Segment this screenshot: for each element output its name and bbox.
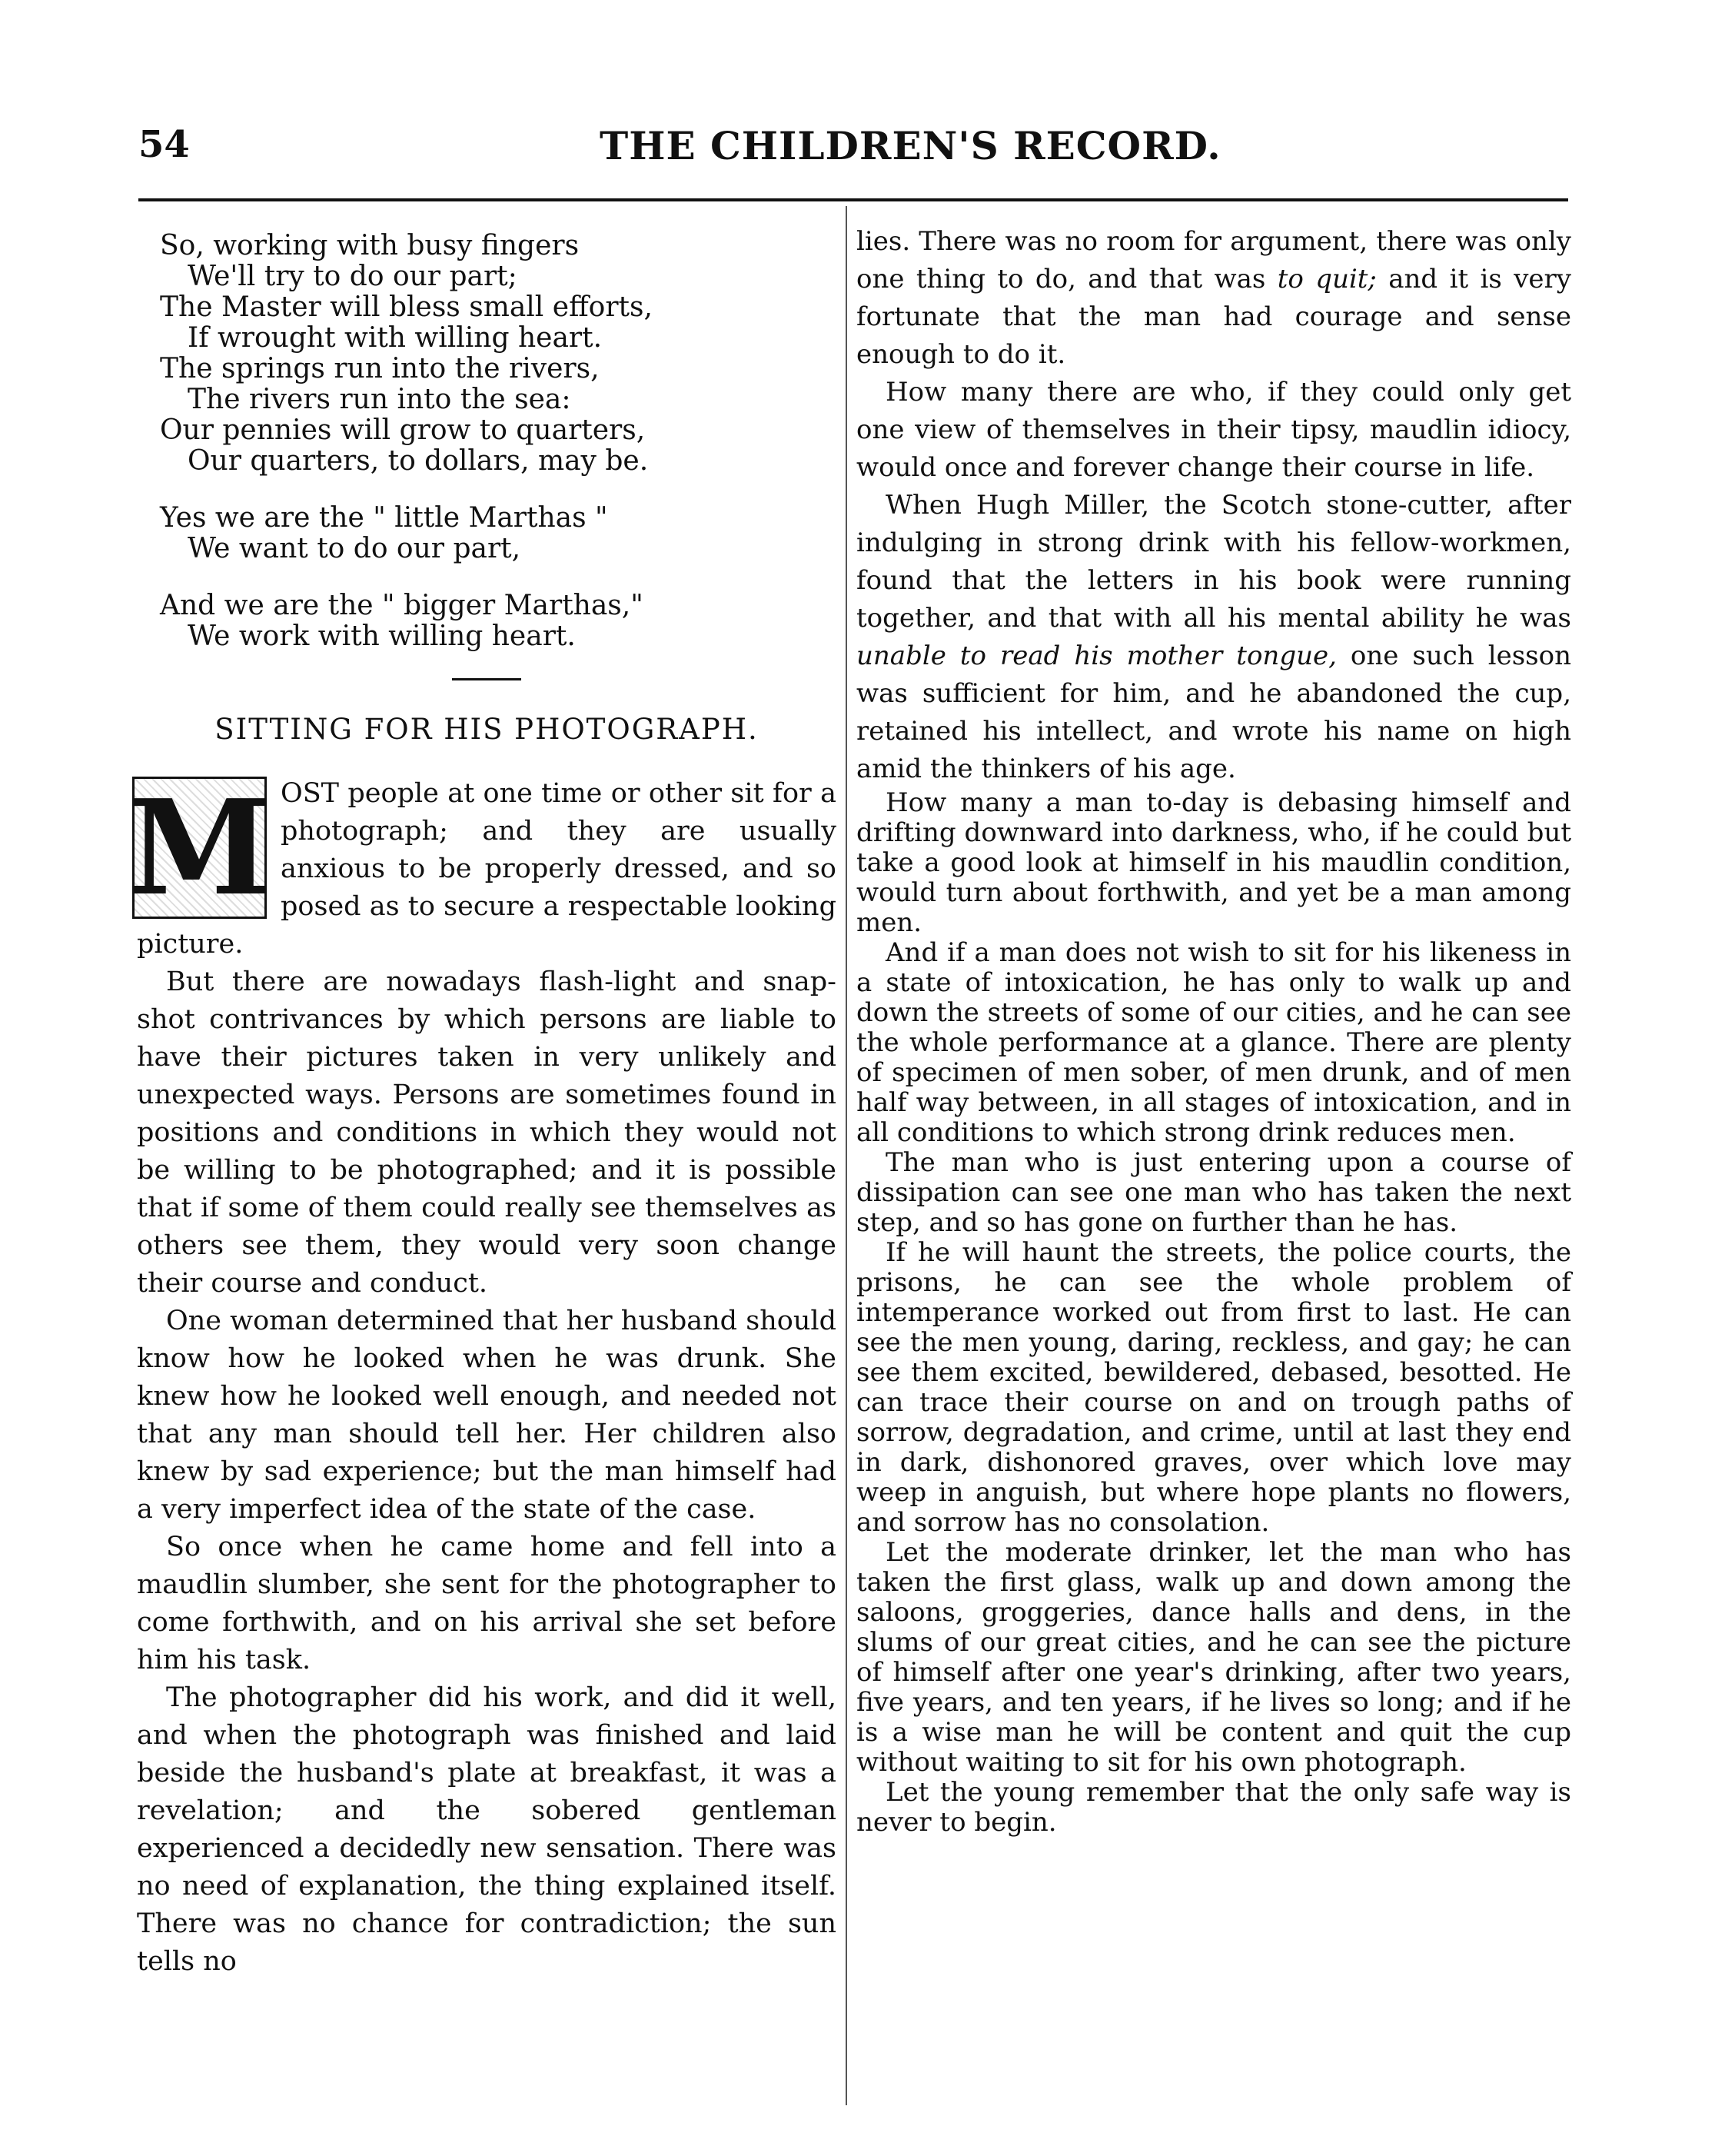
article-paragraph: How many a man to-day is debasing himself and drifting downward into darkness, who, if he could but take a good look at himself in his maudlin condition, would turn about forthwith, and yet be a man among men. — [856, 787, 1571, 938]
emphasis-text: to quit; — [1277, 264, 1377, 294]
poem-line: Our quarters, to dollars, may be. — [188, 445, 649, 477]
article-paragraph: Let the moderate drinker, let the man who has taken the first glass, walk up and down among the saloons, groggeries, dance halls and dens, in the slums of our great cities, and he can see the picture of himself after one year's drinking, after two years, five years, and ten years, if he lives so long; and if he is a wise man he will be content and quit the cup without waiting to sit for his own photograph. — [856, 1537, 1571, 1778]
article-paragraph: The man who is just entering upon a course of dissipation can see one man who has taken the next step, and so has gone on further than he has. — [856, 1147, 1571, 1238]
left-column — [127, 230, 836, 1981]
article-paragraph — [856, 487, 1571, 788]
paragraph-text: OST people at one time or other sit for a photograph; and they are usually anxious to be properly dressed, and so posed as to secure a respectable looking picture. — [137, 778, 836, 960]
poem-line: We work with willing heart. — [188, 621, 576, 652]
poem-line: We'll try to do our part; — [188, 261, 517, 292]
column-divider — [846, 206, 847, 2105]
poem-line: So, working with busy fingers — [160, 230, 580, 261]
article-paragraph: If he will haunt the streets, the police courts, the prisons, he can see the whole problem of intemperance worked out from first to last. He can see the men young, daring, reckless, and gay; he can see them excited, bewildered, debased, besotted. He can trace their course on and on trough paths of sorrow, degradation, and crime, until at last they end in dark, dishonored graves, over which love may weep in anguish, but where hope plants no flowers, and sorrow has no consolation. — [856, 1237, 1571, 1538]
poem-stanza — [160, 591, 836, 652]
paragraph-text: When Hugh Miller, the Scotch stone-cutter, after indulging in strong drink with his fellow-workmen, found that the letters in his book were running together, and that with all his mental ability he was — [856, 490, 1571, 634]
article-paragraph: One woman determined that her husband should know how he looked when he was drunk. She knew how he looked well enough, and needed not that any man should tell her. Her children also knew by sad experience; but the man himself had a very imperfect idea of the state of the case. — [137, 1306, 836, 1525]
article-paragraph: The photographer did his work, and did it well, and when the photograph was finished and laid beside the husband's plate at breakfast, it was a revelation; and the sobered gentleman experienced a decidedly new sensation. There was no need of explanation, the thing explained itself. There was no chance for contradiction; the sun tells no — [137, 1682, 836, 1977]
right-column — [856, 223, 1571, 1838]
poem-line: If wrought with willing heart. — [188, 322, 603, 354]
poem-line: The Master will bless small efforts, — [160, 291, 653, 323]
article-paragraph: So once when he came home and fell into a maudlin slumber, she sent for the photographer to come forthwith, and on his arrival she set before him his task. — [137, 1532, 836, 1675]
page-number: 54 — [138, 123, 190, 166]
poem-line: We want to do our part, — [188, 533, 521, 564]
article-title: SITTING FOR HIS PHOTOGRAPH. — [214, 713, 759, 746]
paragraph-text: lies. There was no room for argument, there was only one thing to do, and that was — [856, 226, 1571, 294]
poem-stanza — [160, 503, 836, 564]
article-paragraph: Let the young remember that the only safe way is never to begin. — [856, 1777, 1571, 1838]
paragraph-text: and it is very fortunate that the man had courage and sense enough to do it. — [856, 264, 1571, 370]
article-paragraph: How many there are who, if they could only get one view of themselves in their tipsy, maudlin idiocy, would once and forever change their course in life. — [856, 377, 1571, 483]
page-header — [131, 115, 1591, 177]
poem-line: Yes we are the " little Marthas " — [160, 502, 608, 534]
dropcap-letter: M — [127, 770, 272, 925]
poem-stanza — [160, 231, 836, 477]
paragraph-text: one such lesson was sufficient for him, and he abandoned the cup, retained his intellect, and wrote his name on high amid the thinkers of his age. — [856, 640, 1571, 784]
poem-line: And we are the " bigger Marthas," — [160, 590, 643, 621]
article-paragraph: And if a man does not wish to sit for his likeness in a state of intoxication, he has only to walk up and down the streets of some of our cities, and he can see the whole performance at a glance. There are plenty of specimen of men sober, of men drunk, and of men half way between, in all stages of intoxication, and in all conditions to which strong drink reduces men. — [856, 937, 1571, 1148]
section-divider — [452, 678, 521, 680]
article-paragraph: But there are nowadays flash-light and snap-shot contrivances by which persons are liable to have their pictures taken in very unlikely and unexpected ways. Persons are sometimes found in positions and conditions in which they would not be willing to be photographed; and it is possible that if some of them could really see themselves as others see them, they would very soon change their course and conduct. — [137, 967, 836, 1299]
article-paragraph — [856, 223, 1571, 374]
article-paragraph — [127, 770, 836, 963]
emphasis-text: unable to read his mother tongue, — [856, 640, 1337, 671]
poem-line: The rivers run into the sea: — [188, 384, 571, 415]
poem-line: Our pennies will grow to quarters, — [160, 414, 646, 446]
poem-line: The springs run into the rivers, — [160, 353, 600, 384]
header-rule — [138, 198, 1568, 201]
poem — [160, 231, 836, 652]
page-title: THE CHILDREN'S RECORD. — [600, 123, 1221, 168]
